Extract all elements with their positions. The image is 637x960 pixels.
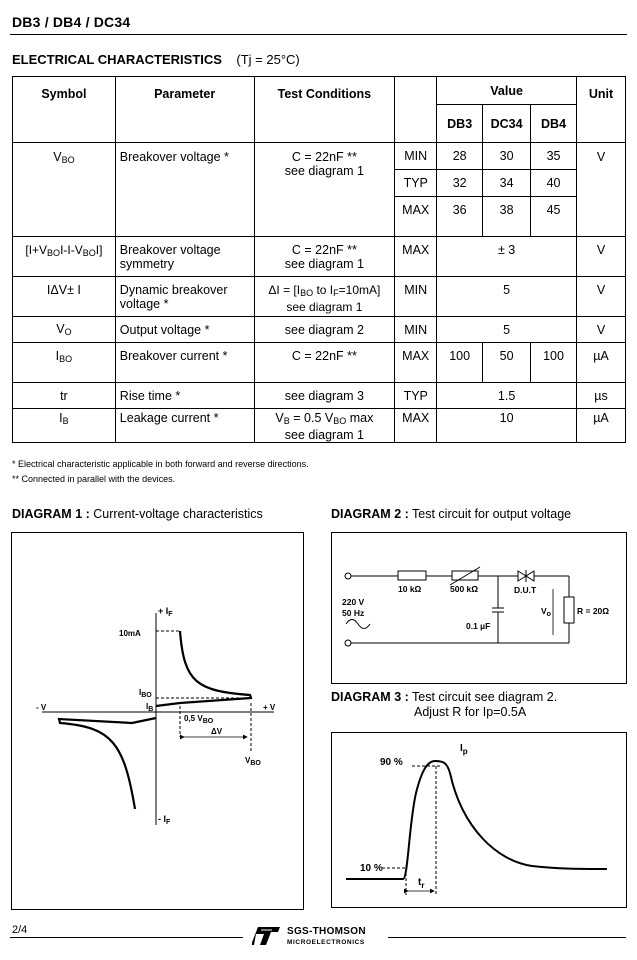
resistor-r [564, 597, 574, 623]
vo-conditions: see diagram 2 [254, 317, 395, 343]
diagram3-title: DIAGRAM 3 : Test circuit see diagram 2. [331, 690, 558, 704]
vo-value: 5 [437, 317, 577, 343]
footnote-1: * Electrical characteristic applicable in both forward and reverse directions. [12, 459, 309, 469]
ibo-label: IBO [139, 688, 152, 699]
terminal-top [345, 573, 351, 579]
vo-unit: V [577, 317, 626, 343]
dynamic-unit: V [577, 277, 626, 317]
terminal-bottom [345, 640, 351, 646]
col-header-parameter: Parameter [115, 77, 254, 143]
ib-kind: MAX [395, 409, 437, 443]
vbo-conditions: C = 22nF ** see diagram 1 [254, 143, 395, 237]
brand-name: SGS-THOMSON [287, 926, 366, 937]
r-label: R = 20Ω [577, 606, 610, 616]
header-rule [10, 34, 627, 35]
vbo-typ-db3: 32 [437, 170, 483, 197]
negative-branch-curve [59, 718, 156, 809]
page-number: 2/4 [12, 924, 28, 936]
vbo-unit: V [577, 143, 626, 237]
diagram2-box [331, 532, 627, 684]
ibo-kind: MAX [395, 343, 437, 383]
tr-symbol: tr [13, 383, 116, 409]
section-condition: (Tj = 25°C) [236, 52, 300, 67]
col-header-conditions: Test Conditions [254, 77, 395, 143]
st-logo-icon [252, 925, 282, 947]
vbo-max-kind: MAX [395, 197, 437, 237]
ib-value: 10 [437, 409, 577, 443]
col-header-db3: DB3 [437, 105, 483, 143]
vbo-parameter: Breakover voltage * [115, 143, 254, 237]
p10-label: 10 % [360, 863, 383, 874]
page-header-title: DB3 / DB4 / DC34 [12, 14, 131, 30]
r2-label: 500 kΩ [450, 584, 479, 594]
ip-label: $I_p$ [460, 743, 468, 756]
vbo-max-dc34: 38 [483, 197, 531, 237]
vbo-max-db4: 45 [531, 197, 577, 237]
dynamic-value: 5 [437, 277, 577, 317]
ib-label: IB [146, 702, 154, 713]
delta-v-label: ΔV [211, 727, 223, 736]
ibo-conditions: C = 22nF ** [254, 343, 395, 383]
resistor-10k [398, 571, 426, 580]
symmetry-value: ± 3 [437, 237, 577, 277]
vo-symbol: $V_O$ [13, 317, 116, 343]
ib-parameter: Leakage current * [115, 409, 254, 443]
diagram2-circuit [332, 533, 626, 683]
footer-rule-left [10, 937, 243, 938]
vbo-symbol: $V_{BO}$ [13, 143, 116, 237]
diagram3-box [331, 732, 627, 908]
section-heading [12, 52, 300, 67]
symmetry-parameter: Breakover voltage symmetry [115, 237, 254, 277]
col-header-kind [395, 77, 437, 143]
vbo-min-db3: 28 [437, 143, 483, 170]
footnote-2: ** Connected in parallel with the devices. [12, 474, 176, 484]
col-header-symbol: Symbol [13, 77, 116, 143]
dut-diac [518, 571, 526, 581]
vbo-min-dc34: 30 [483, 143, 531, 170]
tr-parameter: Rise time * [115, 383, 254, 409]
tr-value: 1.5 [437, 383, 577, 409]
col-header-unit: Unit [577, 77, 626, 143]
ibo-unit: µA [577, 343, 626, 383]
ibo-db4: 100 [531, 343, 577, 383]
plus-v-label: + V [263, 703, 276, 712]
col-header-db4: DB4 [531, 105, 577, 143]
vbo-min-db4: 35 [531, 143, 577, 170]
section-title: ELECTRICAL CHARACTERISTICS [12, 52, 222, 67]
source-voltage-label: 220 V [342, 597, 365, 607]
ib-conditions: $V_B = 0.5$ $V_{BO}$ max see diagram 1 [254, 409, 395, 443]
vbo-typ-kind: TYP [395, 170, 437, 197]
ib-unit: µA [577, 409, 626, 443]
vbo-min-kind: MIN [395, 143, 437, 170]
minus-v-label: - V [36, 703, 47, 712]
tr-kind: TYP [395, 383, 437, 409]
tr-conditions: see diagram 3 [254, 383, 395, 409]
symmetry-conditions: C = 22nF ** see diagram 1 [254, 237, 395, 277]
col-header-value: Value [437, 77, 577, 105]
ibo-parameter: Breakover current * [115, 343, 254, 383]
diagram2-title: DIAGRAM 2 : Test circuit for output voltage [331, 507, 572, 521]
vo-parameter: Output voltage * [115, 317, 254, 343]
ac-source-icon [346, 620, 370, 629]
vo-kind: MIN [395, 317, 437, 343]
ibo-symbol: $I_{BO}$ [13, 343, 116, 383]
symmetry-kind: MAX [395, 237, 437, 277]
ibo-dc34: 50 [483, 343, 531, 383]
footer-rule-right [388, 937, 626, 938]
dynamic-kind: MIN [395, 277, 437, 317]
vbo-max-db3: 36 [437, 197, 483, 237]
diagram1-iv-chart [12, 533, 303, 909]
tr-label: $t_r$ [418, 877, 425, 890]
cap-label: 0.1 µF [466, 621, 491, 631]
brand-sub: MICROELECTRONICS [287, 939, 365, 946]
diagram1-box [11, 532, 304, 910]
positive-branch-curve [156, 631, 251, 706]
ibo-db3: 100 [437, 343, 483, 383]
dynamic-conditions: $\Delta I = [I_{BO}$ to $I_F=10mA$] see diagram 1 [254, 277, 395, 317]
dut-label: D.U.T [514, 585, 537, 595]
tr-unit: µs [577, 383, 626, 409]
half-vbo-label: 0,5 VBO [184, 714, 214, 725]
vbo-label: VBO [245, 756, 261, 767]
col-header-dc34: DC34 [483, 105, 531, 143]
p90-label: 90 % [380, 757, 403, 768]
diagram1-title: DIAGRAM 1 : Current-voltage characteristics [12, 507, 263, 521]
diagram3-subtitle: Adjust R for Ip=0.5A [414, 705, 527, 719]
dynamic-symbol: IΔV± I [13, 277, 116, 317]
vbo-typ-dc34: 34 [483, 170, 531, 197]
plus-if-label: + $I_F$ [158, 606, 173, 618]
vbo-typ-db4: 40 [531, 170, 577, 197]
dynamic-parameter: Dynamic breakover voltage * [115, 277, 254, 317]
diagram3-pulse-chart [332, 733, 626, 907]
electrical-characteristics-table [12, 76, 626, 443]
pulse-waveform [346, 761, 607, 879]
symmetry-symbol: $[I+V_{BO}I-I-V_{BO}I]$ [13, 237, 116, 277]
r1-label: 10 kΩ [398, 584, 422, 594]
vo-label: $V_o$ [541, 606, 551, 618]
symmetry-unit: V [577, 237, 626, 277]
ib-symbol: $I_B$ [13, 409, 116, 443]
minus-if-label: - $I_F$ [158, 814, 171, 826]
source-frequency-label: 50 Hz [342, 608, 365, 618]
ten-ma-label: 10mA [119, 629, 141, 638]
